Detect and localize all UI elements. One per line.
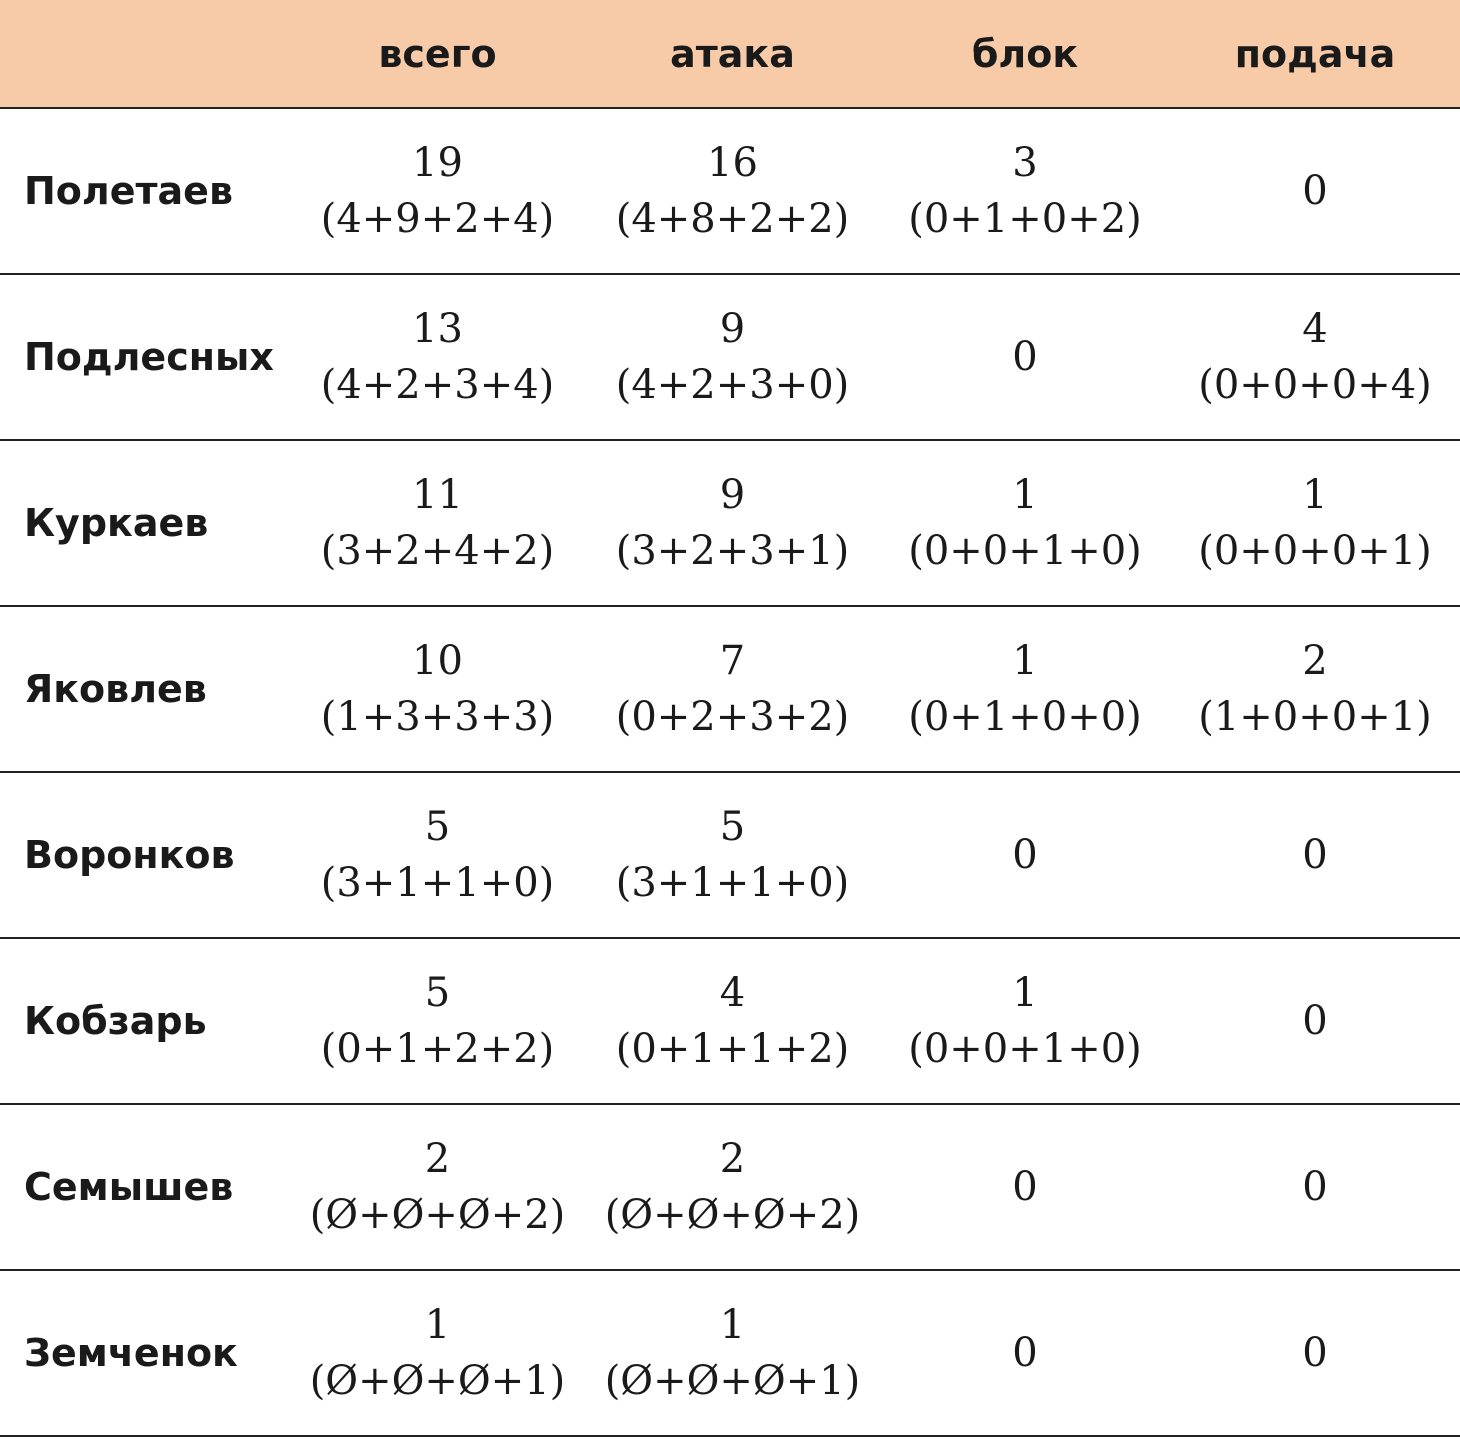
table-row [0, 1104, 1460, 1270]
block-cell [880, 1104, 1170, 1270]
player-name-cell: Полетаев [0, 108, 290, 274]
block-value: 1 [1012, 638, 1038, 684]
player-name-cell: Земченок [0, 1270, 290, 1436]
total-set-breakdown: (4+9+2+4) [320, 196, 555, 242]
total-cell [290, 108, 585, 274]
attack-set-breakdown: (Ø+Ø+Ø+2) [604, 1192, 861, 1238]
player-name-cell: Куркаев [0, 440, 290, 606]
block-set-breakdown: (0+0+1+0) [908, 528, 1142, 574]
attack-value: 5 [719, 804, 746, 850]
serve-value: 0 [1302, 998, 1328, 1044]
total-value: 5 [424, 804, 451, 850]
table-row [0, 1270, 1460, 1436]
attack-value: 1 [719, 1302, 746, 1348]
serve-value: 2 [1302, 638, 1328, 684]
header-cell-serve: подача [1170, 0, 1460, 108]
attack-cell [585, 108, 880, 274]
total-cell [290, 938, 585, 1104]
attack-value: 9 [719, 472, 746, 518]
total-set-breakdown: (1+3+3+3) [320, 694, 555, 740]
table-row [0, 772, 1460, 938]
block-set-breakdown: (0+1+0+2) [908, 196, 1142, 242]
attack-value: 4 [719, 970, 746, 1016]
player-name-cell: Яковлев [0, 606, 290, 772]
serve-cell [1170, 1104, 1460, 1270]
total-set-breakdown: (0+1+2+2) [320, 1026, 555, 1072]
block-set-breakdown: (0+1+0+0) [908, 694, 1142, 740]
serve-cell [1170, 274, 1460, 440]
block-value: 3 [1012, 140, 1038, 186]
serve-value: 0 [1302, 1330, 1328, 1376]
total-value: 10 [412, 638, 463, 684]
attack-set-breakdown: (0+1+1+2) [615, 1026, 850, 1072]
attack-cell [585, 440, 880, 606]
table-row [0, 440, 1460, 606]
serve-cell [1170, 108, 1460, 274]
attack-set-breakdown: (4+2+3+0) [615, 362, 850, 408]
table-row [0, 274, 1460, 440]
total-value: 13 [412, 306, 463, 352]
block-cell [880, 938, 1170, 1104]
total-set-breakdown: (3+2+4+2) [320, 528, 555, 574]
total-set-breakdown: (4+2+3+4) [320, 362, 555, 408]
table-row [0, 938, 1460, 1104]
block-value: 0 [1012, 1164, 1038, 1210]
attack-value: 2 [719, 1136, 746, 1182]
serve-cell [1170, 938, 1460, 1104]
attack-value: 7 [719, 638, 746, 684]
block-value: 1 [1012, 970, 1038, 1016]
block-value: 0 [1012, 1330, 1038, 1376]
header-cell-block: блок [880, 0, 1170, 108]
player-name-cell: Подлесных [0, 274, 290, 440]
serve-value: 4 [1302, 306, 1328, 352]
block-set-breakdown: (0+0+1+0) [908, 1026, 1142, 1072]
attack-cell [585, 1104, 880, 1270]
attack-cell [585, 772, 880, 938]
block-cell [880, 108, 1170, 274]
total-set-breakdown: (Ø+Ø+Ø+1) [309, 1358, 566, 1404]
total-set-breakdown: (Ø+Ø+Ø+2) [309, 1192, 566, 1238]
block-cell [880, 1270, 1170, 1436]
block-value: 0 [1012, 832, 1038, 878]
total-cell [290, 440, 585, 606]
block-cell [880, 772, 1170, 938]
player-name-cell: Кобзарь [0, 938, 290, 1104]
block-value: 0 [1012, 334, 1038, 380]
attack-set-breakdown: (3+1+1+0) [615, 860, 850, 906]
total-cell [290, 1104, 585, 1270]
player-name-cell: Семышев [0, 1104, 290, 1270]
attack-cell [585, 606, 880, 772]
attack-value: 9 [719, 306, 746, 352]
header-cell-total: всего [290, 0, 585, 108]
serve-cell [1170, 606, 1460, 772]
table-header-row [0, 0, 1460, 108]
total-value: 19 [412, 140, 463, 186]
total-value: 11 [412, 472, 463, 518]
total-cell [290, 1270, 585, 1436]
attack-value: 16 [707, 140, 758, 186]
serve-value: 0 [1302, 832, 1328, 878]
attack-set-breakdown: (Ø+Ø+Ø+1) [604, 1358, 861, 1404]
attack-set-breakdown: (4+8+2+2) [615, 196, 850, 242]
total-value: 1 [424, 1302, 451, 1348]
table-row [0, 606, 1460, 772]
player-name-cell: Воронков [0, 772, 290, 938]
serve-value: 0 [1302, 1164, 1328, 1210]
serve-cell [1170, 772, 1460, 938]
table-row [0, 108, 1460, 274]
serve-set-breakdown: (1+0+0+1) [1198, 694, 1432, 740]
table-body [0, 108, 1460, 1436]
total-cell [290, 274, 585, 440]
block-cell [880, 274, 1170, 440]
serve-set-breakdown: (0+0+0+1) [1198, 528, 1432, 574]
attack-cell [585, 274, 880, 440]
block-cell [880, 606, 1170, 772]
total-value: 5 [424, 970, 451, 1016]
attack-set-breakdown: (3+2+3+1) [615, 528, 850, 574]
serve-set-breakdown: (0+0+0+4) [1198, 362, 1432, 408]
block-value: 1 [1012, 472, 1038, 518]
attack-set-breakdown: (0+2+3+2) [615, 694, 850, 740]
header-cell-attack: атака [585, 0, 880, 108]
total-cell [290, 772, 585, 938]
serve-value: 0 [1302, 168, 1328, 214]
block-cell [880, 440, 1170, 606]
attack-cell [585, 938, 880, 1104]
attack-cell [585, 1270, 880, 1436]
total-value: 2 [424, 1136, 451, 1182]
total-set-breakdown: (3+1+1+0) [320, 860, 555, 906]
total-cell [290, 606, 585, 772]
serve-cell [1170, 1270, 1460, 1436]
serve-cell [1170, 440, 1460, 606]
header-cell-player [0, 0, 290, 108]
serve-value: 1 [1302, 472, 1328, 518]
